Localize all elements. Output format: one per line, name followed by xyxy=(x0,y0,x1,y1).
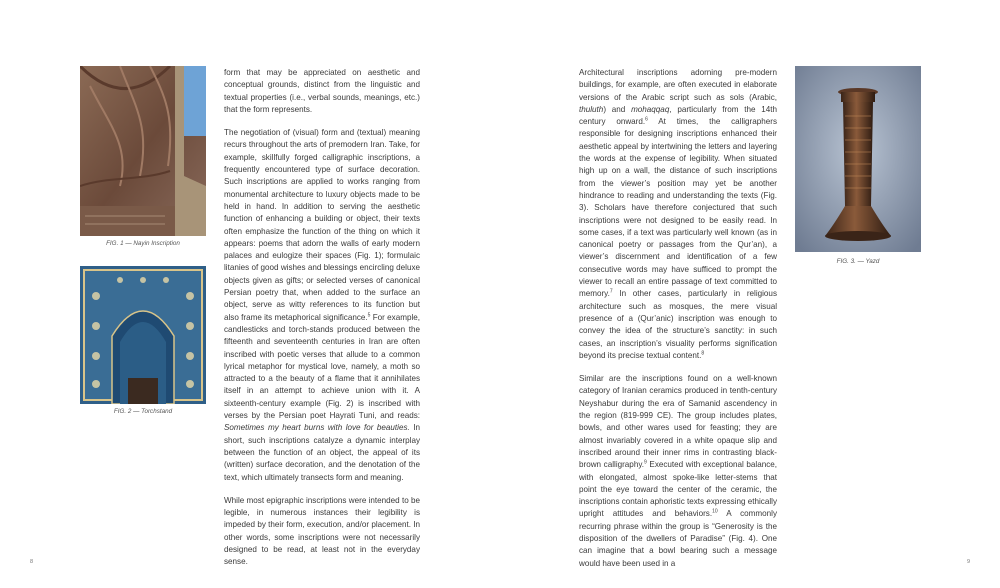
text-run: A commonly recurring phrase within the group is “Generosity is the disposition of the dwellers of Paradise” (Fig. 4). One can imagine that a bowl bearing such a message would have been used in a xyxy=(579,509,777,568)
portal-photo xyxy=(80,266,206,404)
text-run: In other cases, particularly in religious architecture such as mosques, the mere visual presence of a (Qur’anic) inscription was enough to convey the idea of the structure’s sanctity: in such cases, an inscription’s visuality performs signification beyond its precise textual content. xyxy=(579,289,777,360)
italic-text: Sometimes my heart burns with love for beauties. xyxy=(224,423,410,433)
left-text-column xyxy=(224,67,420,580)
footnote-marker: 5 xyxy=(367,311,371,318)
paragraph xyxy=(579,373,777,570)
text-run: At times, the calligraphers responsible for designing inscriptions enhanced their aesthetic appeal by intertwining the letters and layering the words at the expense of legibility. When situated high up on a wall, the distance of such inscriptions from the viewer’s position may yet be another hindrance to reading and understanding the texts (Fig. 3). Scholars have therefore conjectured that such inscriptions were not designed to be easily read. In some cases, if a text was particularly well known (as in canonical poetry or passages from the Qur’an), a viewer’s discernment and identification of a few consecutive words may have sufficed to prompt the viewer to recall an entire passage of text committed to memory. xyxy=(579,117,778,299)
text-run: form that may be appreciated on aesthetic and conceptual grounds, distinct from the linguistic and textual properties (i.e., verbal sounds, meanings, etc.) that the form represents. xyxy=(224,68,420,114)
text-run: Similar are the inscriptions found on a well-known category of Iranian ceramics produced in tenth-century Neyshabur during the era of Samanid ascendency in the region (819-999 CE). The group includes plates, bowls, and other wares used for feasting; they are almost invariably covered in a white opaque slip and inscribed around their inner rims in contrasting black-brown calligraphy. xyxy=(579,374,777,470)
footnote-marker: 6 xyxy=(645,116,648,123)
figure-nayin-inscription xyxy=(80,66,206,236)
footnote-marker: 8 xyxy=(701,350,705,357)
caption-fig3: FIG. 3. — Yazd xyxy=(836,258,880,265)
italic-text: mohaqqaq xyxy=(631,104,670,114)
footnote-marker: 7 xyxy=(609,288,613,295)
text-run: Architectural inscriptions adorning pre-modern buildings, for example, are often executed in elaborate versions of the Arabic script such as sols (Arabic, xyxy=(579,68,777,102)
paragraph xyxy=(579,67,777,362)
caption-fig1: FIG. 1 — Nayin Inscription xyxy=(106,240,180,247)
paragraph xyxy=(224,495,420,569)
figure-torchstand xyxy=(80,266,206,404)
right-text-column xyxy=(579,67,777,581)
italic-text: thuluth xyxy=(579,104,604,114)
text-run: Executed with exceptional balance, with elongated, almost spoke-like letter-stems that point the eye toward the center of the ceramic, the inscriptions contain aphoristic texts expressing ethically upright attitudes and behaviors. xyxy=(579,460,777,519)
torchstand-photo xyxy=(795,66,921,252)
footnote-marker: 10 xyxy=(712,508,718,515)
caption-fig2: FIG. 2 — Torchstand xyxy=(113,408,173,415)
text-run: , particularly from the 14th century onward. xyxy=(579,104,777,127)
text-run: The negotiation of (visual) form and (textual) meaning recurs throughout the arts of premodern Iran. Take, for example, skillfully forged calligraphic inscriptions, a frequently encountered type of surface decoration. Such inscriptions are applied to works ranging from monumental architecture to luxury objects made to be held in hand. In addition to serving the aesthetic function of enhancing a building or object, their texts often emphasize the function of the thing on which it appears: poems that adorn the walls of early modern palaces and eulogize their spaces (Fig. 1); formulaic litanies of good wishes and blessings encircling deluxe objects given as gifts; or selected verses of canonical Persian poetry that, when added to the surface an object, serve as witty references to its function but also frame its metaphorical significance. xyxy=(224,128,420,322)
page-number-right: 9 xyxy=(967,559,971,565)
text-run: For example, candlesticks and torch-stands produced between the fifteenth and seventeenth centuries in Iran are often inscribed with poetic verses that allude to a common lyrical metaphor for mystical love, namely, a moth so attracted to a the beauty of a flame that it annihilates itself in an attempt to achieve union with it. A sixteenth-century example (Fig. 2) is inscribed with verses by the Persian poet Hayrati Tuni, and reads: xyxy=(224,312,420,421)
paragraph xyxy=(224,67,420,116)
nayin-photo xyxy=(80,66,206,236)
figure-yazd xyxy=(795,66,921,252)
footnote-marker: 9 xyxy=(644,459,647,466)
text-run: In short, such inscriptions catalyze a dynamic interplay between the function of an object, the appeal of its (written) surface decoration, and the denotation of the text, which ultimately transects form and meaning. xyxy=(224,423,420,482)
paragraph xyxy=(224,127,420,484)
text-run: While most epigraphic inscriptions were intended to be legible, in numerous instances their legibility is impeded by their form, execution, and/or placement. In other words, some inscriptions were not necessarily designed to be read, at least not in the everyday sense. xyxy=(224,495,420,567)
text-run: ) and xyxy=(603,104,632,114)
page-number-left: 8 xyxy=(30,559,34,565)
